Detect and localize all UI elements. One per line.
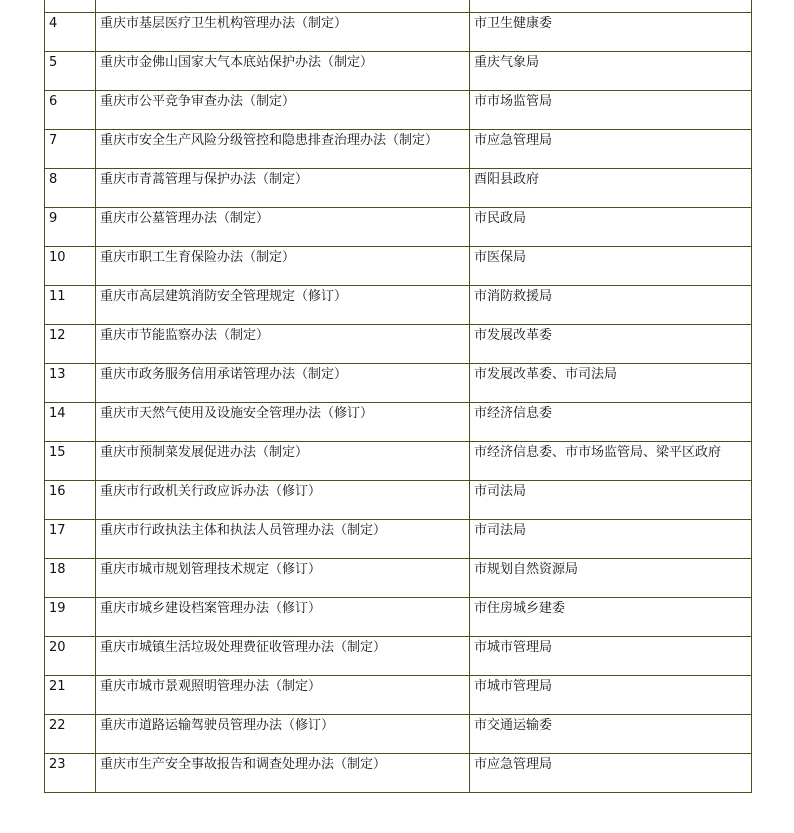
department-cell: [470, 403, 752, 442]
regulation-title-cell: [96, 481, 470, 520]
row-number-text: 18: [49, 562, 66, 577]
table-row: [45, 13, 752, 52]
row-number-cell: [45, 0, 96, 13]
department-cell: [470, 13, 752, 52]
row-number-text: 16: [49, 484, 66, 499]
department-text: 市市场监管局: [474, 94, 553, 109]
department-cell: [470, 559, 752, 598]
regulation-title-cell: [96, 442, 470, 481]
regulation-title-cell: [96, 676, 470, 715]
regulation-title-text: 重庆市职工生育保险办法（制定）: [100, 250, 296, 265]
row-number-cell: [45, 520, 96, 559]
regulation-title-cell: [96, 0, 470, 13]
regulations-table: [44, 0, 752, 793]
department-text: 市消防救援局: [474, 289, 553, 304]
regulation-title-cell: [96, 364, 470, 403]
department-cell: [470, 598, 752, 637]
department-cell: [470, 247, 752, 286]
department-text: 市发展改革委: [474, 328, 553, 343]
department-text: 市交通运输委: [474, 718, 553, 733]
row-number-cell: [45, 442, 96, 481]
regulation-title-text: 重庆市行政机关行政应诉办法（修订）: [100, 484, 322, 499]
department-text: 市规划自然资源局: [474, 562, 579, 577]
row-number-text: 14: [49, 406, 66, 421]
row-number-cell: [45, 286, 96, 325]
department-cell: [470, 754, 752, 793]
table-body: [45, 0, 752, 793]
regulation-title-cell: [96, 169, 470, 208]
row-number-text: 6: [49, 94, 58, 109]
department-cell: [470, 286, 752, 325]
department-cell: [470, 52, 752, 91]
row-number-text: 4: [49, 16, 58, 31]
department-cell: [470, 481, 752, 520]
regulation-title-text: 重庆市道路运输驾驶员管理办法（修订）: [100, 718, 335, 733]
regulation-title-cell: [96, 403, 470, 442]
regulation-title-text: 重庆市节能监察办法（制定）: [100, 328, 270, 343]
regulation-title-cell: [96, 559, 470, 598]
department-text: 市城市管理局: [474, 640, 553, 655]
table-row: [45, 442, 752, 481]
department-text: 市发展改革委、市司法局: [474, 367, 618, 382]
regulation-title-text: 重庆市政务服务信用承诺管理办法（制定）: [100, 367, 348, 382]
table-row: [45, 520, 752, 559]
row-number-text: 23: [49, 757, 66, 772]
row-number-text: 20: [49, 640, 66, 655]
regulation-title-text: 重庆市城乡建设档案管理办法（修订）: [100, 601, 322, 616]
regulation-title-cell: [96, 637, 470, 676]
table-row: [45, 481, 752, 520]
department-text: 市经济信息委、市市场监管局、梁平区政府: [474, 445, 722, 460]
department-cell: [470, 715, 752, 754]
regulation-title-text: 重庆市公墓管理办法（制定）: [100, 211, 270, 226]
table-row: [45, 169, 752, 208]
regulation-title-text: 重庆市金佛山国家大气本底站保护办法（制定）: [100, 55, 374, 70]
row-number-cell: [45, 715, 96, 754]
row-number-cell: [45, 52, 96, 91]
table-row: [45, 715, 752, 754]
row-number-text: 22: [49, 718, 66, 733]
regulation-title-text: 重庆市安全生产风险分级管控和隐患排查治理办法（制定）: [100, 133, 439, 148]
regulation-title-cell: [96, 13, 470, 52]
regulation-title-cell: [96, 247, 470, 286]
row-number-text: 9: [49, 211, 58, 226]
department-cell: [470, 637, 752, 676]
department-cell: [470, 520, 752, 559]
row-number-cell: [45, 325, 96, 364]
table-row: [45, 0, 752, 13]
department-text: 市经济信息委: [474, 406, 553, 421]
regulation-title-cell: [96, 754, 470, 793]
regulation-title-cell: [96, 598, 470, 637]
table-row: [45, 559, 752, 598]
department-text: 市医保局: [474, 250, 527, 265]
regulation-title-text: 重庆市城镇生活垃圾处理费征收管理办法（制定）: [100, 640, 387, 655]
department-cell: [470, 0, 752, 13]
row-number-text: 8: [49, 172, 58, 187]
table-row: [45, 676, 752, 715]
row-number-text: 17: [49, 523, 66, 538]
department-text: 市应急管理局: [474, 757, 553, 772]
department-cell: [470, 442, 752, 481]
row-number-text: 21: [49, 679, 66, 694]
regulation-title-text: 重庆市生产安全事故报告和调查处理办法（制定）: [100, 757, 387, 772]
table-row: [45, 637, 752, 676]
regulation-title-text: 重庆市天然气使用及设施安全管理办法（修订）: [100, 406, 374, 421]
row-number-text: 7: [49, 133, 58, 148]
row-number-cell: [45, 637, 96, 676]
regulation-title-text: 重庆市行政执法主体和执法人员管理办法（制定）: [100, 523, 387, 538]
regulation-title-text: 重庆市基层医疗卫生机构管理办法（制定）: [100, 16, 348, 31]
row-number-text: 10: [49, 250, 66, 265]
row-number-cell: [45, 91, 96, 130]
regulation-title-text: 重庆市青蒿管理与保护办法（制定）: [100, 172, 309, 187]
table-row: [45, 247, 752, 286]
department-text: 酉阳县政府: [474, 172, 540, 187]
department-cell: [470, 676, 752, 715]
department-text: 市民政局: [474, 211, 527, 226]
department-text: 市卫生健康委: [474, 16, 553, 31]
department-cell: [470, 208, 752, 247]
regulation-title-cell: [96, 715, 470, 754]
table-row: [45, 91, 752, 130]
regulation-title-cell: [96, 91, 470, 130]
regulation-title-cell: [96, 286, 470, 325]
row-number-text: 11: [49, 289, 66, 304]
row-number-cell: [45, 481, 96, 520]
department-text: 重庆气象局: [474, 55, 540, 70]
department-cell: [470, 169, 752, 208]
row-number-cell: [45, 403, 96, 442]
row-number-cell: [45, 559, 96, 598]
department-text: 市应急管理局: [474, 133, 553, 148]
row-number-cell: [45, 130, 96, 169]
row-number-cell: [45, 676, 96, 715]
department-cell: [470, 130, 752, 169]
row-number-text: 12: [49, 328, 66, 343]
row-number-text: 15: [49, 445, 66, 460]
regulation-title-cell: [96, 130, 470, 169]
regulation-title-text: 重庆市城市景观照明管理办法（制定）: [100, 679, 322, 694]
row-number-cell: [45, 598, 96, 637]
row-number-text: 5: [49, 55, 58, 70]
department-text: 市司法局: [474, 484, 527, 499]
department-cell: [470, 91, 752, 130]
department-text: 市司法局: [474, 523, 527, 538]
regulation-title-cell: [96, 520, 470, 559]
table-row: [45, 52, 752, 91]
department-text: 市城市管理局: [474, 679, 553, 694]
row-number-text: 19: [49, 601, 66, 616]
table-row: [45, 130, 752, 169]
regulation-title-cell: [96, 325, 470, 364]
department-cell: [470, 364, 752, 403]
row-number-cell: [45, 364, 96, 403]
row-number-cell: [45, 208, 96, 247]
regulation-title-text: 重庆市预制菜发展促进办法（制定）: [100, 445, 309, 460]
row-number-cell: [45, 247, 96, 286]
regulation-title-text: 重庆市城市规划管理技术规定（修订）: [100, 562, 322, 577]
table-row: [45, 754, 752, 793]
table-row: [45, 403, 752, 442]
regulation-title-text: 重庆市高层建筑消防安全管理规定（修订）: [100, 289, 348, 304]
table-row: [45, 598, 752, 637]
regulation-title-cell: [96, 52, 470, 91]
row-number-cell: [45, 754, 96, 793]
table-row: [45, 364, 752, 403]
table-row: [45, 325, 752, 364]
table-row: [45, 208, 752, 247]
regulation-title-text: 重庆市公平竞争审查办法（制定）: [100, 94, 296, 109]
department-cell: [470, 325, 752, 364]
row-number-cell: [45, 169, 96, 208]
department-text: 市住房城乡建委: [474, 601, 566, 616]
row-number-cell: [45, 13, 96, 52]
regulation-title-cell: [96, 208, 470, 247]
row-number-text: 13: [49, 367, 66, 382]
table-row: [45, 286, 752, 325]
